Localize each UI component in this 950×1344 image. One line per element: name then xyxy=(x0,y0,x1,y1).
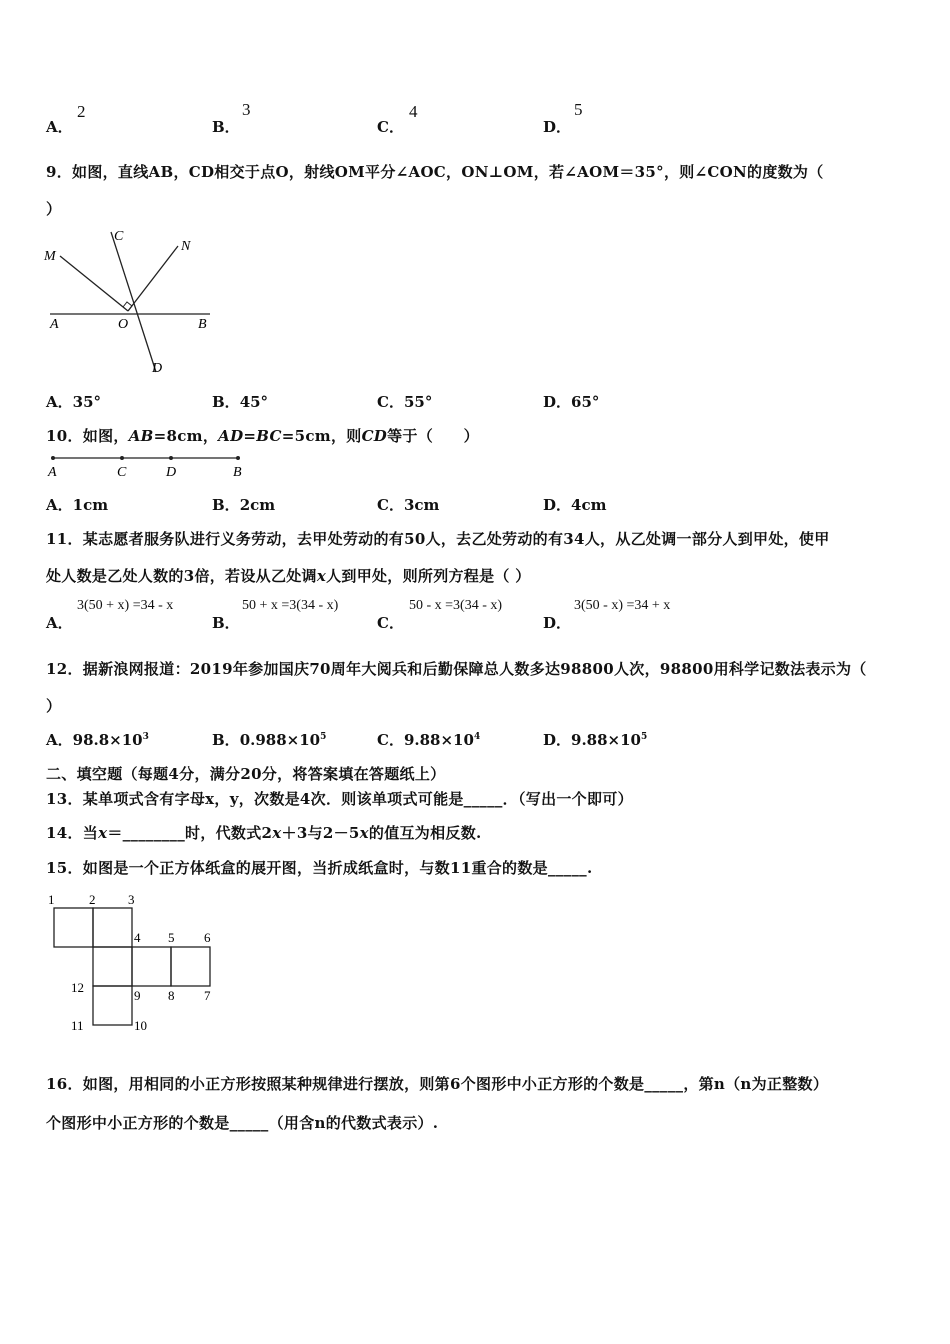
q10-option-d: D．4cm xyxy=(543,496,607,514)
label-b: B xyxy=(198,317,207,332)
net-num-12: 12 xyxy=(71,980,84,995)
ray-om xyxy=(60,256,128,311)
q12-stem-line2: ） xyxy=(46,697,62,715)
net-num-9: 9 xyxy=(134,988,141,1003)
q8-option-a-letter: A． xyxy=(46,118,73,136)
q11-option-b-value: 50 + x =3(34 - x) xyxy=(242,598,339,613)
q8-option-a-value: 2 xyxy=(77,102,86,121)
q11-option-b-letter: B． xyxy=(212,614,240,632)
q9-option-d: D．65° xyxy=(543,393,600,411)
label-m: M xyxy=(44,249,56,264)
q15-net-figure xyxy=(44,888,224,1038)
q11-option-d-letter: D． xyxy=(543,614,572,632)
net-square-6 xyxy=(93,986,132,1025)
q9-stem-line1: 9．如图，直线AB，CD相交于点O，射线OM平分∠AOC，ON⊥OM，若∠AOM＝35°，则∠CON的度数为（ xyxy=(46,163,824,181)
q10-stem: 10．如图，AB=8cm，AD=BC=5cm，则CD等于（ ） xyxy=(46,427,479,445)
q9-option-c: C．55° xyxy=(377,393,433,411)
label-o: O xyxy=(118,317,129,332)
net-num-5: 5 xyxy=(168,930,175,945)
q13-stem: 13．某单项式含有字母x，y，次数是4次．则该单项式可能是_____．（写出一个即可） xyxy=(46,790,633,808)
q15-stem: 15．如图是一个正方体纸盒的展开图，当折成纸盒时，与数11重合的数是_____. xyxy=(46,859,593,877)
net-num-6: 6 xyxy=(204,930,211,945)
q16-stem-line1: 16．如图，用相同的小正方形按照某种规律进行摆放，则第6个图形中小正方形的个数是_____，第n（n为正整数） xyxy=(46,1075,829,1093)
q11-option-d-value: 3(50 - x) =34 + x xyxy=(574,598,671,613)
label-c: C xyxy=(117,465,127,480)
label-n: N xyxy=(181,239,191,254)
point-a xyxy=(51,456,55,460)
q9-option-a: A．35° xyxy=(46,393,102,411)
label-c: C xyxy=(114,229,124,244)
section-title: 二、填空题（每题4分，满分20分，将答案填在答题纸上） xyxy=(46,765,446,783)
net-num-10: 10 xyxy=(134,1018,147,1033)
q10-option-c: C．3cm xyxy=(377,496,440,514)
label-d: D xyxy=(152,361,163,376)
ray-on xyxy=(128,246,178,311)
label-a: A xyxy=(48,465,57,480)
net-square-2 xyxy=(93,908,132,947)
q8-option-c-value: 4 xyxy=(409,102,418,121)
q8-option-d-letter: D． xyxy=(543,118,572,136)
q8-option-b-value: 3 xyxy=(242,100,251,119)
net-num-2: 2 xyxy=(89,892,96,907)
label-b: B xyxy=(233,465,242,480)
net-num-8: 8 xyxy=(168,988,175,1003)
q11-option-c-value: 50 - x =3(34 - x) xyxy=(409,598,503,613)
q9-figure xyxy=(40,222,220,378)
q14-stem: 14．当x＝________时，代数式2x＋3与2－5x的值互为相反数. xyxy=(46,824,482,842)
net-square-5 xyxy=(171,947,210,986)
net-square-1 xyxy=(54,908,93,947)
q9-option-b: B．45° xyxy=(212,393,269,411)
q8-option-c-letter: C． xyxy=(377,118,404,136)
q12-option-d: D．$9.88\times 10^5$ xyxy=(543,731,648,749)
q10-option-b: B．2cm xyxy=(212,496,276,514)
q8-option-d-value: 5 xyxy=(574,100,583,119)
q11-stem-line1: 11．某志愿者服务队进行义务劳动，去甲处劳动的有50人，去乙处劳动的有34人，从乙处调一部分人到甲处，使甲 xyxy=(46,530,830,548)
point-d xyxy=(169,456,173,460)
q11-stem-line2: 处人数是乙处人数的3倍，若设从乙处调x人到甲处，则所列方程是（ ） xyxy=(46,567,531,585)
q12-option-a: A．$98.8\times 10^3$ xyxy=(46,731,149,749)
q11-option-c-letter: C． xyxy=(377,614,404,632)
q11-option-a-value: 3(50 + x) =34 - x xyxy=(77,598,174,613)
net-square-4 xyxy=(132,947,171,986)
net-num-7: 7 xyxy=(204,988,211,1003)
net-num-4: 4 xyxy=(134,930,141,945)
net-num-11: 11 xyxy=(71,1018,84,1033)
label-a: A xyxy=(50,317,59,332)
q11-option-a-letter: A． xyxy=(46,614,73,632)
label-d: D xyxy=(166,465,177,480)
q12-stem-line1: 12．据新浪网报道：2019年参加国庆70周年大阅兵和后勤保障总人数多达98800人次，98800用科学记数法表示为（ xyxy=(46,660,867,678)
net-num-1: 1 xyxy=(48,892,55,907)
q16-stem-line2: 个图形中小正方形的个数是_____（用含n的代数式表示）. xyxy=(46,1114,439,1132)
point-b xyxy=(236,456,240,460)
q10-option-a: A．1cm xyxy=(46,496,109,514)
q12-option-b: B．$0.988\times 10^5$ xyxy=(212,731,327,749)
net-square-3 xyxy=(93,947,132,986)
q8-option-b-letter: B． xyxy=(212,118,240,136)
point-c xyxy=(120,456,124,460)
q12-option-c: C．$9.88\times 10^4$ xyxy=(377,731,481,749)
net-num-3: 3 xyxy=(128,892,135,907)
q9-stem-line2: ） xyxy=(46,200,62,218)
q10-figure xyxy=(44,450,254,482)
